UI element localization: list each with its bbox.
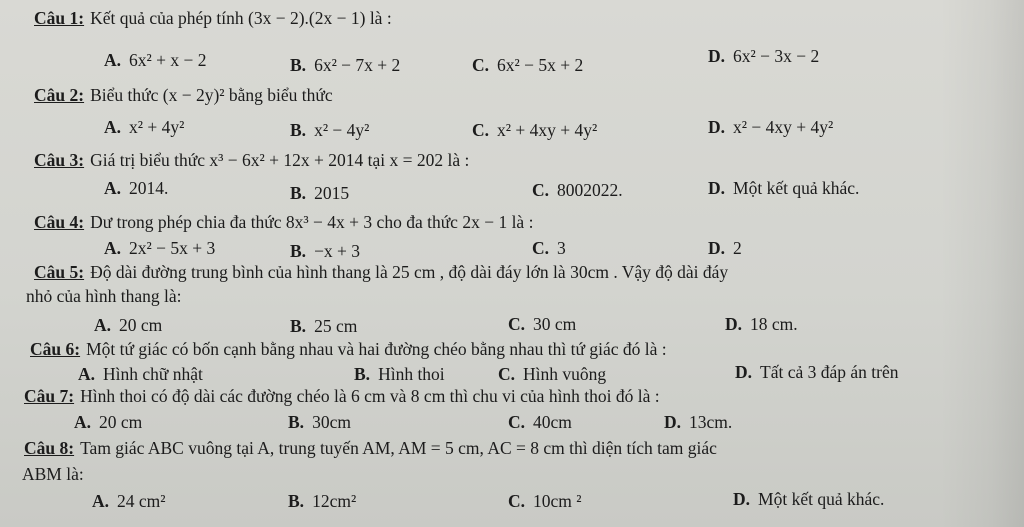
option-7b	[288, 412, 351, 432]
option-letter: A.	[104, 238, 122, 258]
option-text: 40cm	[533, 412, 572, 432]
option-2b	[290, 120, 369, 140]
option-4d	[708, 238, 742, 258]
option-text: −x + 3	[314, 241, 361, 261]
option-text: 6x² + x − 2	[129, 50, 207, 70]
option-letter: A.	[74, 412, 92, 432]
option-text: Hình chữ nhật	[103, 364, 203, 384]
option-1c	[472, 55, 583, 75]
option-text: Một kết quả khác.	[758, 489, 885, 509]
question-label: Câu 2:	[34, 85, 85, 105]
option-6a	[78, 364, 203, 384]
option-letter: D.	[708, 117, 726, 137]
option-8d	[733, 489, 884, 509]
option-letter: C.	[508, 412, 526, 432]
option-text: 6x² − 5x + 2	[497, 55, 584, 75]
option-letter: B.	[290, 316, 307, 336]
option-8c	[508, 491, 582, 511]
option-6d	[735, 362, 899, 382]
option-6c	[498, 364, 606, 384]
option-4a	[104, 238, 215, 258]
option-letter: C.	[508, 491, 526, 511]
question-5	[34, 262, 728, 282]
question-text: Giá trị biểu thức x³ − 6x² + 12x + 2014 tại x = 202 là :	[90, 150, 470, 170]
option-letter: B.	[290, 241, 307, 261]
option-letter: D.	[733, 489, 751, 509]
option-letter: A.	[104, 117, 122, 137]
question-7	[24, 386, 660, 406]
question-5-continued	[26, 286, 182, 306]
option-letter: C.	[532, 180, 550, 200]
option-text: 6x² − 7x + 2	[314, 55, 401, 75]
option-text: 12cm²	[312, 491, 357, 511]
option-1d	[708, 46, 819, 66]
question-6	[30, 339, 667, 359]
option-text: 6x² − 3x − 2	[733, 46, 820, 66]
option-text: 2015	[314, 183, 350, 203]
option-text: 13cm.	[689, 412, 733, 432]
question-label: Câu 5:	[34, 262, 85, 282]
question-label: Câu 4:	[34, 212, 85, 232]
option-text: 20 cm	[99, 412, 143, 432]
question-8-continued	[22, 464, 84, 484]
option-letter: B.	[288, 412, 305, 432]
question-text: Hình thoi có độ dài các đường chéo là 6 cm và 8 cm thì chu vi của hình thoi đó là :	[80, 386, 660, 406]
option-letter: D.	[735, 362, 753, 382]
question-1	[34, 8, 392, 28]
question-label: Câu 8:	[24, 438, 75, 458]
option-text: Tất cả 3 đáp án trên	[760, 362, 899, 382]
option-text: 24 cm²	[117, 491, 166, 511]
option-letter: A.	[104, 50, 122, 70]
option-3c	[532, 180, 623, 200]
question-text: Dư trong phép chia đa thức 8x³ − 4x + 3 cho đa thức 2x − 1 là :	[90, 212, 534, 232]
option-2c	[472, 120, 597, 140]
option-2d	[708, 117, 833, 137]
option-text: 18 cm.	[750, 314, 798, 334]
option-letter: C.	[472, 120, 490, 140]
question-label: Câu 1:	[34, 8, 85, 28]
option-letter: D.	[708, 238, 726, 258]
option-letter: B.	[354, 364, 371, 384]
question-4	[34, 212, 533, 232]
option-letter: A.	[104, 178, 122, 198]
option-letter: B.	[290, 120, 307, 140]
option-text: 2	[733, 238, 742, 258]
option-letter: C.	[498, 364, 516, 384]
option-6b	[354, 364, 445, 384]
option-letter: A.	[94, 315, 112, 335]
option-text: 8002022.	[557, 180, 623, 200]
option-letter: D.	[708, 46, 726, 66]
option-8a	[92, 491, 166, 511]
option-text: 30cm	[312, 412, 351, 432]
question-2	[34, 85, 333, 105]
option-3a	[104, 178, 168, 198]
option-letter: B.	[290, 55, 307, 75]
option-letter: D.	[708, 178, 726, 198]
option-1a	[104, 50, 207, 70]
option-5c	[508, 314, 576, 334]
option-7a	[74, 412, 142, 432]
option-7d	[664, 412, 732, 432]
option-letter: A.	[92, 491, 110, 511]
question-label: Câu 6:	[30, 339, 81, 359]
option-4b	[290, 241, 360, 261]
option-text: 10cm ²	[533, 491, 582, 511]
option-text: 25 cm	[314, 316, 358, 336]
option-text: 2x² − 5x + 3	[129, 238, 216, 258]
option-letter: C.	[532, 238, 550, 258]
question-label: Câu 7:	[24, 386, 75, 406]
question-text-continued: ABM là:	[22, 464, 84, 484]
option-text: 2014.	[129, 178, 169, 198]
option-letter: D.	[664, 412, 682, 432]
option-5b	[290, 316, 357, 336]
question-8	[24, 438, 717, 458]
option-text: x² + 4y²	[129, 117, 185, 137]
option-3d	[708, 178, 859, 198]
question-text-continued: nhỏ của hình thang là:	[26, 286, 182, 306]
page-fold-shadow	[940, 0, 1024, 527]
option-letter: A.	[78, 364, 96, 384]
option-3b	[290, 183, 349, 203]
option-5a	[94, 315, 162, 335]
option-8b	[288, 491, 356, 511]
option-1b	[290, 55, 400, 75]
question-label: Câu 3:	[34, 150, 85, 170]
option-letter: C.	[508, 314, 526, 334]
option-2a	[104, 117, 184, 137]
option-letter: D.	[725, 314, 743, 334]
option-text: x² + 4xy + 4y²	[497, 120, 598, 140]
question-text: Tam giác ABC vuông tại A, trung tuyến AM, AM = 5 cm, AC = 8 cm thì diện tích tam giác	[80, 438, 717, 458]
option-4c	[532, 238, 566, 258]
question-text: Độ dài đường trung bình của hình thang là 25 cm , độ dài đáy lớn là 30cm . Vậy độ dài đáy	[90, 262, 729, 282]
question-text: Biểu thức (x − 2y)² bằng biểu thức	[90, 85, 333, 105]
option-text: 20 cm	[119, 315, 163, 335]
option-letter: B.	[290, 183, 307, 203]
question-text: Kết quả của phép tính (3x − 2).(2x − 1) là :	[90, 8, 392, 28]
option-text: Một kết quả khác.	[733, 178, 860, 198]
option-text: x² − 4y²	[314, 120, 370, 140]
option-text: Hình thoi	[378, 364, 445, 384]
option-text: Hình vuông	[523, 364, 607, 384]
option-letter: B.	[288, 491, 305, 511]
option-text: 3	[557, 238, 566, 258]
option-5d	[725, 314, 798, 334]
question-text: Một tứ giác có bốn cạnh bằng nhau và hai đường chéo bằng nhau thì tứ giác đó là :	[86, 339, 667, 359]
question-3	[34, 150, 469, 170]
option-text: 30 cm	[533, 314, 577, 334]
option-text: x² − 4xy + 4y²	[733, 117, 834, 137]
option-letter: C.	[472, 55, 490, 75]
option-7c	[508, 412, 572, 432]
